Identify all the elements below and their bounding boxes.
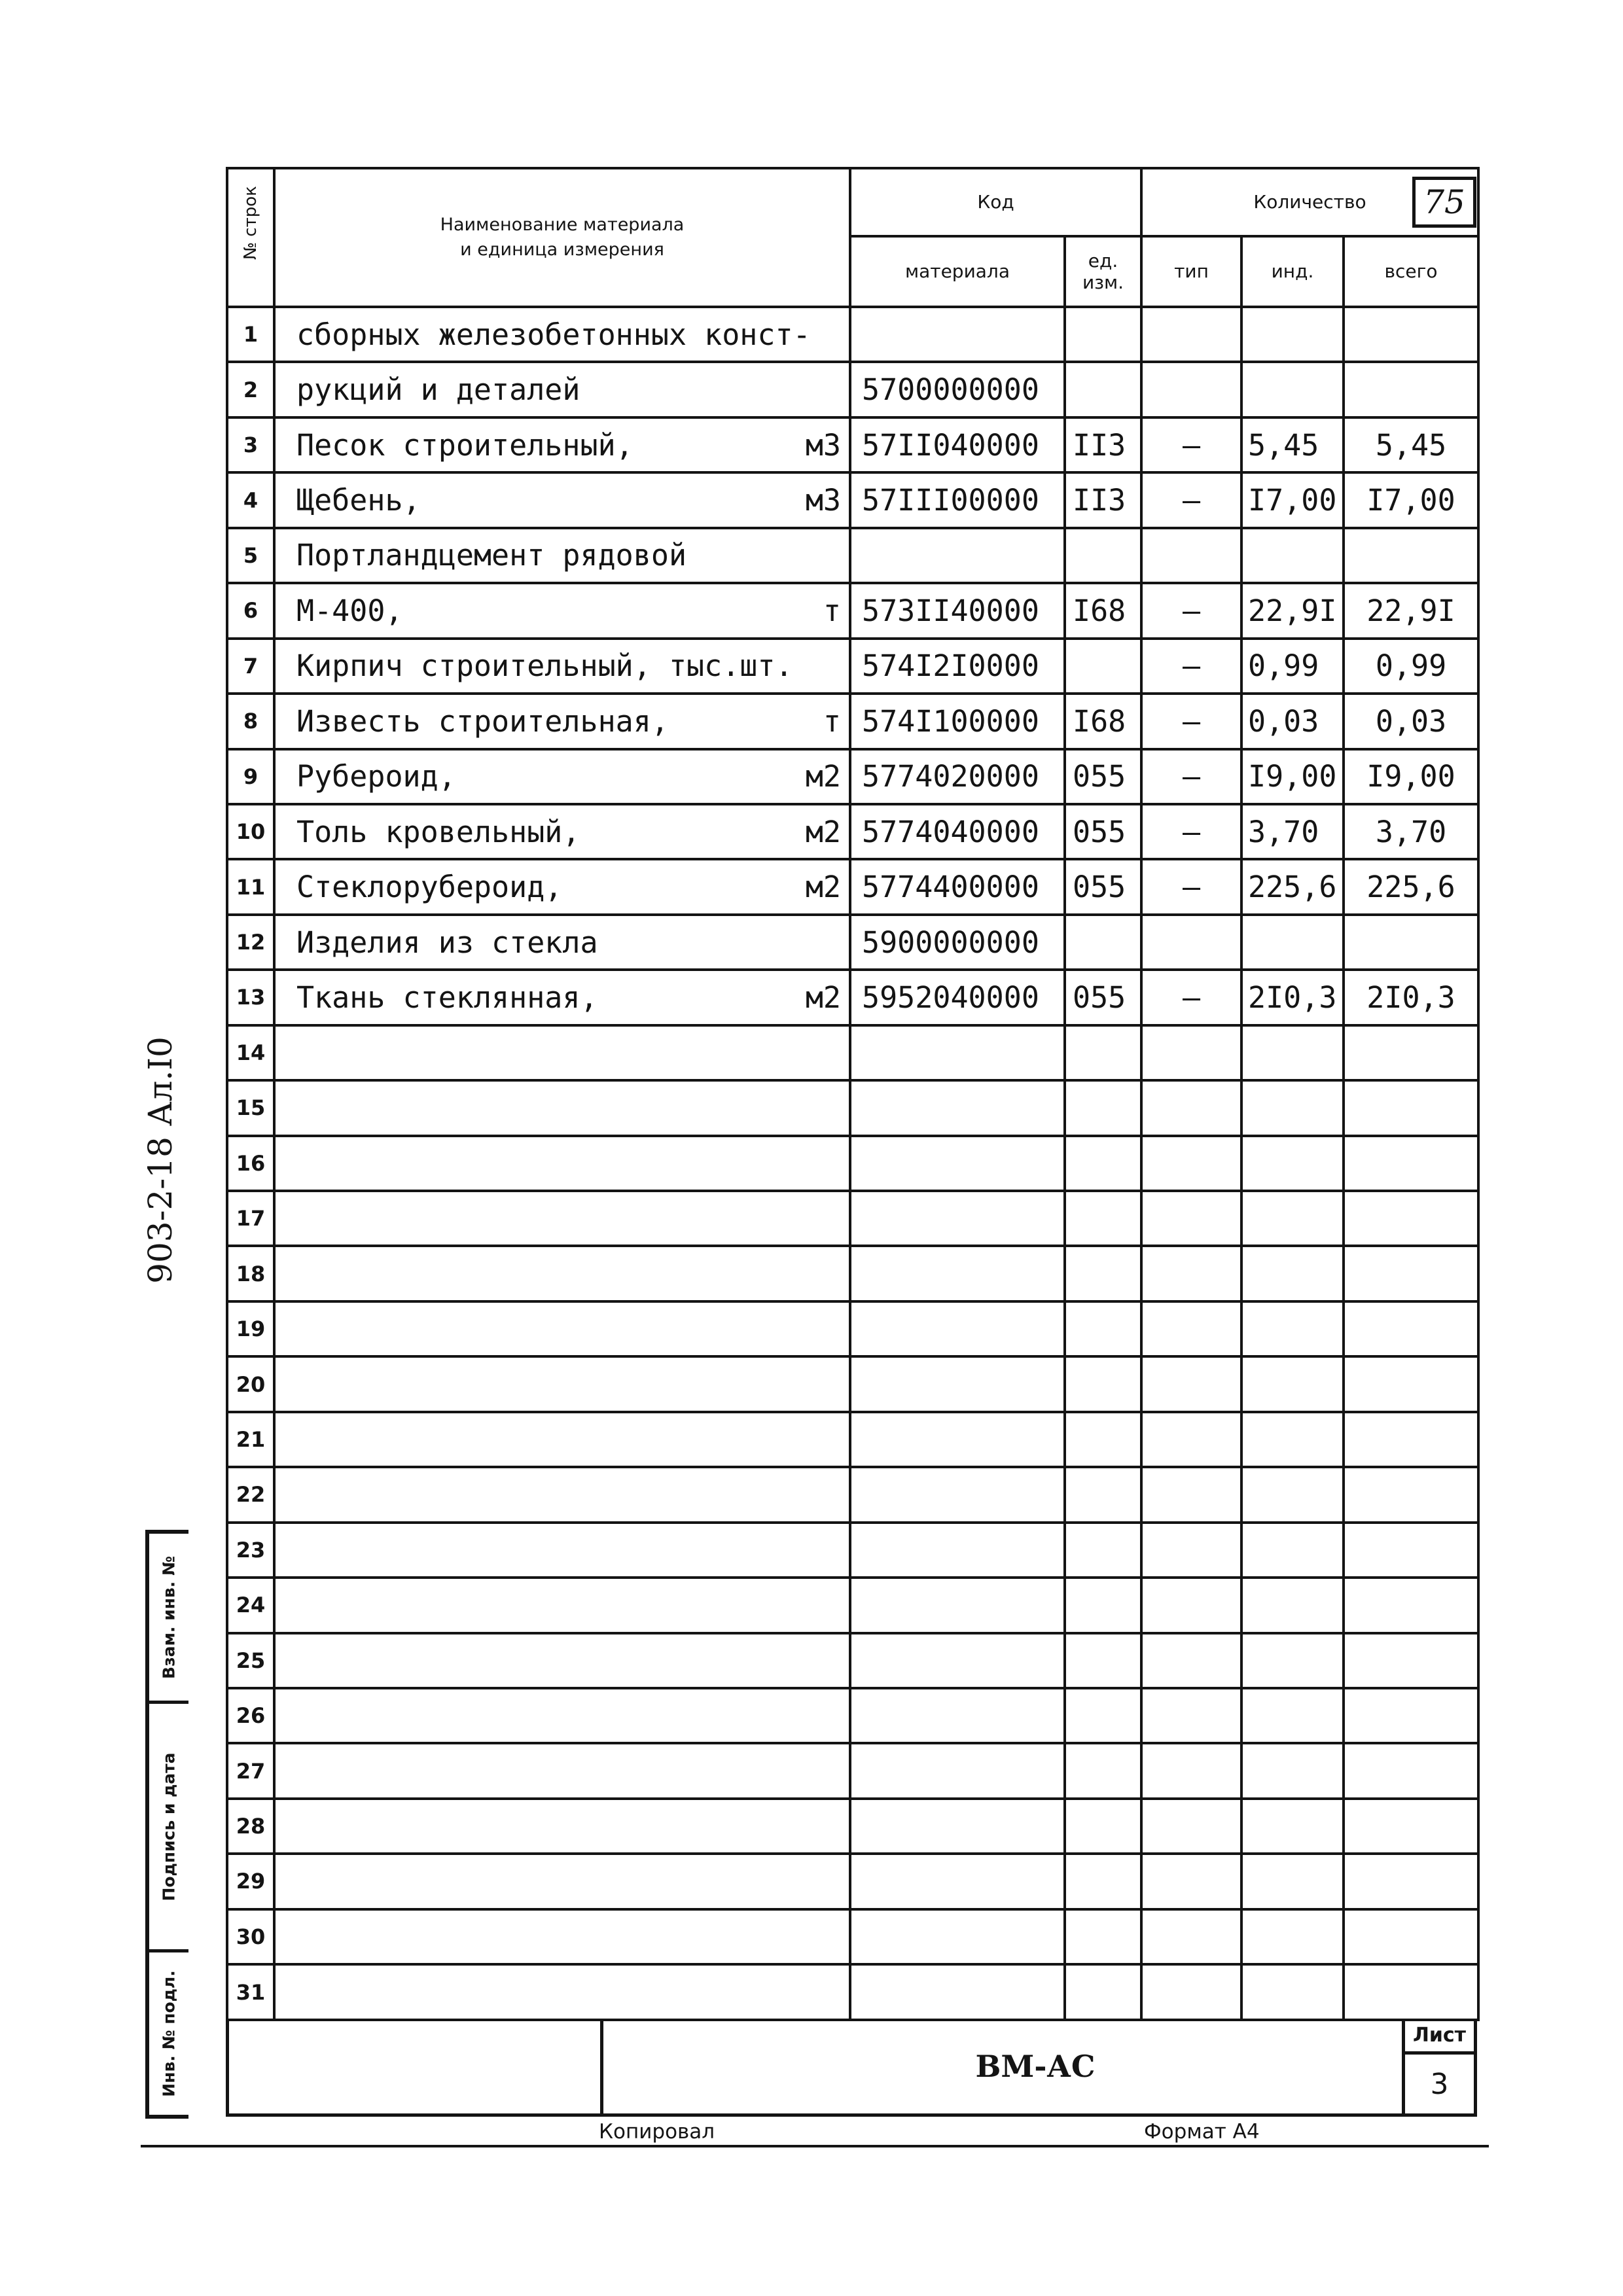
material-name: Песок строительный, [296,427,633,463]
empty-cell [1065,1688,1141,1743]
material-code: 5774020000 [850,749,1065,804]
empty-cell [1141,1467,1241,1522]
qty-total: 0,99 [1344,639,1478,694]
material-code: 574I100000 [850,694,1065,749]
empty-cell [850,1688,1065,1743]
qty-type: – [1141,639,1241,694]
table-row [227,1854,1478,1909]
empty-cell [274,1191,850,1246]
qty-total: 5,45 [1344,417,1478,472]
empty-cell [850,1854,1065,1909]
material-code: 5952040000 [850,970,1065,1025]
table-row [227,804,1478,859]
empty-cell [1344,1743,1478,1798]
material-name: Изделия из стекла [296,925,598,960]
table-row [227,362,1478,417]
material-uom: м2 [805,814,841,849]
empty-cell [1065,1356,1141,1411]
material-name-cell [274,528,850,583]
row-number: 16 [227,1136,274,1191]
empty-cell [1065,1412,1141,1467]
sheet-value: 3 [1430,2067,1449,2101]
material-code: 5774040000 [850,804,1065,859]
table-row [227,1246,1478,1301]
material-name-cell [274,639,850,694]
qty-type [1141,362,1241,417]
table-row [227,1743,1478,1798]
material-name-cell [274,694,850,749]
qty-ind: 22,9I [1241,583,1344,638]
empty-cell [1241,1743,1344,1798]
row-number: 4 [227,472,274,527]
empty-cell [1241,1633,1344,1688]
qty-type [1141,915,1241,970]
material-name: Известь строительная, [296,703,669,739]
empty-cell [1344,1412,1478,1467]
empty-cell [1344,1688,1478,1743]
qty-ind: 0,03 [1241,694,1344,749]
empty-cell [1065,1523,1141,1578]
qty-type: – [1141,804,1241,859]
qty-total [1344,528,1478,583]
stamp-cell-original [149,1952,188,2115]
empty-cell [850,1633,1065,1688]
empty-cell [1141,1412,1241,1467]
empty-cell [274,1080,850,1135]
empty-cell [850,1246,1065,1301]
empty-cell [1241,1688,1344,1743]
material-code: 573II40000 [850,583,1065,638]
qty-type: – [1141,970,1241,1025]
row-number: 20 [227,1356,274,1411]
material-name-cell [274,307,850,362]
material-name-cell [274,804,850,859]
empty-cell [1241,1964,1344,2020]
empty-cell [850,1523,1065,1578]
table-row [227,1799,1478,1854]
qty-total: 3,70 [1344,804,1478,859]
empty-cell [1065,1909,1141,1964]
sheet-label: Лист [1405,2019,1474,2055]
unit-code: 055 [1065,804,1141,859]
empty-cell [1065,1467,1141,1522]
empty-cell [1065,1799,1141,1854]
empty-cell [1065,1854,1141,1909]
empty-cell [274,1246,850,1301]
material-uom: м2 [805,759,841,794]
empty-cell [1065,1578,1141,1633]
row-number: 7 [227,639,274,694]
empty-cell [1141,1964,1241,2020]
unit-code: 055 [1065,749,1141,804]
table-row [227,1356,1478,1411]
qty-type: – [1141,859,1241,914]
empty-cell [850,1301,1065,1356]
empty-cell [1241,1356,1344,1411]
empty-cell [1241,1578,1344,1633]
table-row [227,1191,1478,1246]
empty-cell [274,1743,850,1798]
row-number: 14 [227,1025,274,1080]
header-name: Наименование материала и единица измерения [274,168,850,307]
empty-cell [1141,1688,1241,1743]
header-total: всего [1344,236,1478,307]
row-number: 21 [227,1412,274,1467]
empty-cell [1344,1964,1478,2020]
empty-cell [274,1467,850,1522]
empty-cell [1065,1080,1141,1135]
row-number: 28 [227,1799,274,1854]
row-number: 5 [227,528,274,583]
material-name-cell [274,859,850,914]
empty-cell [1344,1799,1478,1854]
stamp-cell-replaced [149,1534,188,1704]
empty-cell [1241,1909,1344,1964]
material-code: 5900000000 [850,915,1065,970]
table-row [227,1467,1478,1522]
table-row [227,859,1478,914]
header-quantity-group: Количество [1141,168,1478,236]
format-label: Формат А4 [1144,2120,1260,2144]
empty-cell [274,1301,850,1356]
empty-cell [850,1578,1065,1633]
qty-type: – [1141,583,1241,638]
table-row [227,417,1478,472]
empty-cell [1241,1523,1344,1578]
materials-table [226,167,1480,2021]
empty-cell [1065,1964,1141,2020]
material-uom: т [823,593,841,628]
empty-cell [1344,1578,1478,1633]
empty-cell [1241,1246,1344,1301]
empty-cell [1141,1909,1241,1964]
table-row [227,307,1478,362]
material-uom: м3 [805,427,841,463]
material-name-cell [274,417,850,472]
header-code-group: Код [850,168,1141,236]
table-row [227,749,1478,804]
material-name-cell [274,362,850,417]
row-number: 1 [227,307,274,362]
qty-ind: I9,00 [1241,749,1344,804]
unit-code [1065,528,1141,583]
material-code: 5774400000 [850,859,1065,914]
empty-cell [274,1523,850,1578]
qty-total [1344,362,1478,417]
table-row [227,1964,1478,2020]
material-name-cell [274,749,850,804]
qty-total [1344,915,1478,970]
empty-cell [850,1025,1065,1080]
table-row [227,583,1478,638]
material-code: 574I2I0000 [850,639,1065,694]
empty-cell [850,1356,1065,1411]
qty-total: I7,00 [1344,472,1478,527]
empty-cell [1344,1191,1478,1246]
row-number: 29 [227,1854,274,1909]
qty-type: – [1141,472,1241,527]
row-number: 18 [227,1246,274,1301]
material-uom: м2 [805,980,841,1015]
qty-type [1141,307,1241,362]
empty-cell [850,1191,1065,1246]
empty-cell [1141,1799,1241,1854]
empty-cell [274,1578,850,1633]
copied-by-label: Копировал [599,2120,715,2144]
material-name: Щебень, [296,483,421,518]
unit-code: II3 [1065,417,1141,472]
unit-code: 055 [1065,859,1141,914]
table-row [227,528,1478,583]
row-number: 23 [227,1523,274,1578]
unit-code: 055 [1065,970,1141,1025]
empty-cell [274,1688,850,1743]
material-name-cell [274,583,850,638]
row-number: 12 [227,915,274,970]
empty-cell [1065,1743,1141,1798]
material-name: Стеклорубероид, [296,870,563,905]
empty-cell [1241,1467,1344,1522]
empty-cell [850,1743,1065,1798]
empty-cell [1141,1136,1241,1191]
empty-cell [1344,1467,1478,1522]
sheet-box [1402,2019,1474,2113]
empty-cell [1065,1246,1141,1301]
empty-cell [1065,1633,1141,1688]
table-row [227,639,1478,694]
row-number: 10 [227,804,274,859]
unit-code [1065,307,1141,362]
empty-cell [850,1412,1065,1467]
approval-stamp [145,1530,188,2119]
empty-cell [1344,1246,1478,1301]
qty-ind: I7,00 [1241,472,1344,527]
material-name: рукций и деталей [296,372,580,408]
material-code: 57III00000 [850,472,1065,527]
row-number: 22 [227,1467,274,1522]
qty-total: 0,03 [1344,694,1478,749]
material-code: 5700000000 [850,362,1065,417]
empty-cell [1241,1136,1344,1191]
empty-cell [1065,1301,1141,1356]
table-row [227,970,1478,1025]
empty-cell [274,1854,850,1909]
material-name: Рубероид, [296,759,456,794]
qty-type: – [1141,749,1241,804]
qty-ind [1241,362,1344,417]
row-number: 3 [227,417,274,472]
row-number: 2 [227,362,274,417]
unit-code [1065,915,1141,970]
empty-cell [1344,1136,1478,1191]
empty-cell [1141,1301,1241,1356]
empty-cell [850,1136,1065,1191]
header-row-number: № строк [227,168,274,307]
qty-total: I9,00 [1344,749,1478,804]
table-row [227,1523,1478,1578]
empty-cell [1241,1025,1344,1080]
empty-cell [1141,1578,1241,1633]
stamp-label-signature: Подпись и дата [159,1752,179,1901]
empty-cell [274,1356,850,1411]
empty-cell [1241,1191,1344,1246]
material-name-cell [274,915,850,970]
table-row [227,1909,1478,1964]
table-row [227,472,1478,527]
empty-cell [1344,1854,1478,1909]
empty-cell [1344,1356,1478,1411]
empty-cell [1241,1301,1344,1356]
unit-code [1065,639,1141,694]
empty-cell [1241,1412,1344,1467]
stamp-cell-signature [149,1704,188,1952]
qty-total [1344,307,1478,362]
empty-cell [850,1964,1065,2020]
table-row [227,915,1478,970]
table-row [227,1578,1478,1633]
empty-cell [850,1909,1065,1964]
row-number: 9 [227,749,274,804]
row-number: 11 [227,859,274,914]
row-number: 26 [227,1688,274,1743]
empty-cell [1065,1025,1141,1080]
table-row [227,1633,1478,1688]
material-code [850,528,1065,583]
qty-ind [1241,528,1344,583]
table-row [227,1301,1478,1356]
row-number: 30 [227,1909,274,1964]
row-number: 6 [227,583,274,638]
qty-type: – [1141,694,1241,749]
empty-cell [274,1633,850,1688]
row-number: 24 [227,1578,274,1633]
sheet-number: 75 [1412,177,1476,228]
unit-code: I68 [1065,694,1141,749]
material-name: М-400, [296,593,403,628]
empty-cell [1344,1301,1478,1356]
empty-cell [1344,1909,1478,1964]
empty-cell [1141,1523,1241,1578]
empty-cell [274,1136,850,1191]
material-uom: м2 [805,870,841,905]
empty-cell [1241,1799,1344,1854]
bottom-rule [141,2145,1489,2147]
row-number: 31 [227,1964,274,2020]
qty-type: – [1141,417,1241,472]
empty-cell [274,1909,850,1964]
empty-cell [1141,1025,1241,1080]
row-number: 19 [227,1301,274,1356]
empty-cell [850,1080,1065,1135]
qty-ind: 0,99 [1241,639,1344,694]
qty-total: 2I0,3 [1344,970,1478,1025]
empty-cell [1065,1136,1141,1191]
title-block-blank [229,2019,603,2113]
qty-ind: 3,70 [1241,804,1344,859]
material-name: Ткань стеклянная, [296,980,598,1015]
row-number: 17 [227,1191,274,1246]
table-row [227,1080,1478,1135]
table-row [227,1688,1478,1743]
empty-cell [1141,1080,1241,1135]
empty-cell [1344,1523,1478,1578]
material-code [850,307,1065,362]
material-name-cell [274,970,850,1025]
unit-code [1065,362,1141,417]
empty-cell [274,1025,850,1080]
table-row [227,1025,1478,1080]
row-number: 15 [227,1080,274,1135]
empty-cell [1241,1854,1344,1909]
empty-cell [1344,1633,1478,1688]
empty-cell [1141,1191,1241,1246]
document-code: ВМ-АС [975,2048,1096,2084]
title-block [226,2019,1477,2117]
material-name: Кирпич строительный, тыс.шт. [296,648,793,684]
empty-cell [1141,1356,1241,1411]
empty-cell [1344,1025,1478,1080]
empty-cell [1141,1854,1241,1909]
qty-ind [1241,915,1344,970]
empty-cell [274,1799,850,1854]
empty-cell [850,1799,1065,1854]
row-number: 27 [227,1743,274,1798]
material-name: сборных железобетонных конст- [296,317,811,352]
side-code [115,985,200,1338]
row-number: 8 [227,694,274,749]
unit-code: I68 [1065,583,1141,638]
table-row [227,1412,1478,1467]
header-type: тип [1141,236,1241,307]
header-ind: инд. [1241,236,1344,307]
material-uom: м3 [805,483,841,518]
empty-cell [1141,1743,1241,1798]
qty-total: 22,9I [1344,583,1478,638]
empty-cell [1065,1191,1141,1246]
qty-ind [1241,307,1344,362]
qty-ind: 225,6 [1241,859,1344,914]
document-side-code: 903-2-18 Ал.I0 [141,1036,179,1284]
row-number: 13 [227,970,274,1025]
qty-ind: 2I0,3 [1241,970,1344,1025]
material-name: Портландцемент рядовой [296,538,687,573]
empty-cell [274,1964,850,2020]
stamp-label-original: Инв. № подл. [159,1970,179,2097]
row-number: 25 [227,1633,274,1688]
table-row [227,1136,1478,1191]
header-unit: ед. изм. [1065,236,1141,307]
empty-cell [850,1467,1065,1522]
empty-cell [1141,1246,1241,1301]
material-code: 57II040000 [850,417,1065,472]
material-name-cell [274,472,850,527]
header-material-code: материала [850,236,1065,307]
empty-cell [1344,1080,1478,1135]
material-uom: т [823,703,841,739]
empty-cell [274,1412,850,1467]
table-row [227,694,1478,749]
empty-cell [1241,1080,1344,1135]
material-name: Толь кровельный, [296,814,580,849]
unit-code: II3 [1065,472,1141,527]
qty-type [1141,528,1241,583]
qty-ind: 5,45 [1241,417,1344,472]
empty-cell [1141,1633,1241,1688]
stamp-label-replaced: Взам. инв. № [159,1555,179,1679]
qty-total: 225,6 [1344,859,1478,914]
